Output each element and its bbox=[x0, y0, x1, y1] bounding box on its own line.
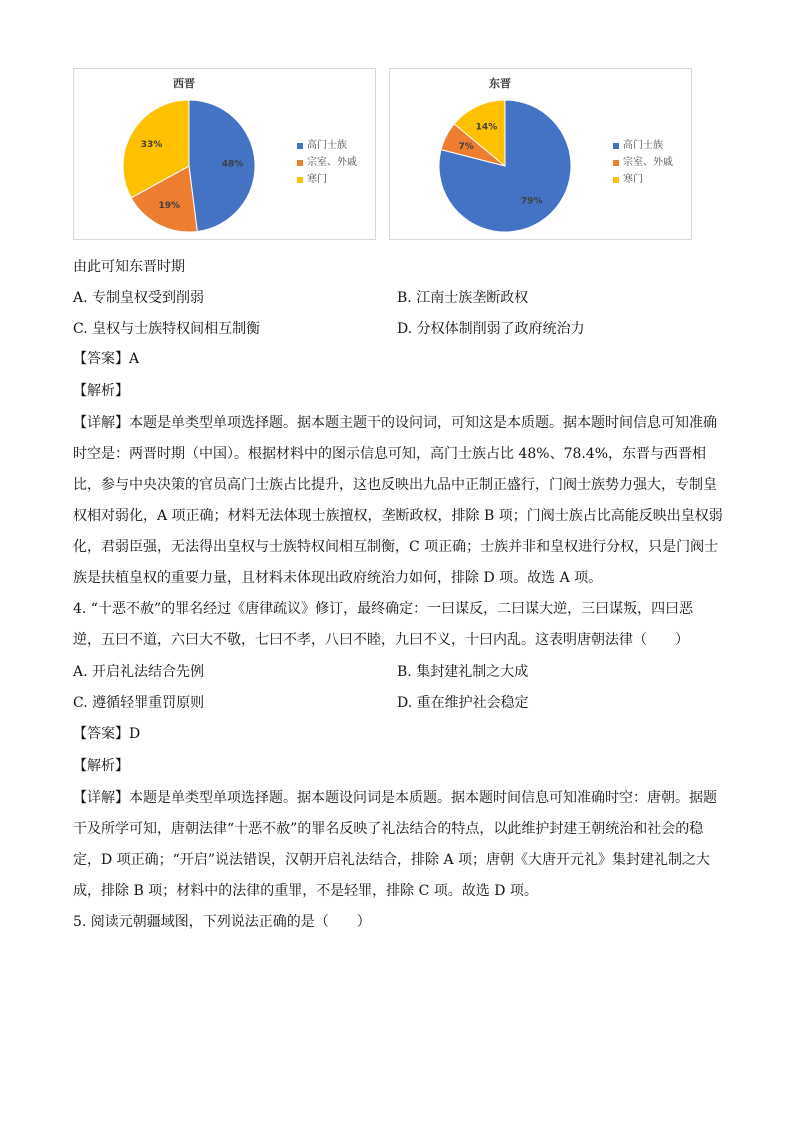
detail-tag: 【详解】 bbox=[73, 415, 129, 431]
data-label: 14% bbox=[475, 122, 498, 133]
option-b: B. 集封建礼制之大成 bbox=[397, 664, 529, 680]
legend-item bbox=[297, 171, 357, 188]
question-stem: 逆，五曰不道，六曰大不敬，七曰不孝，八曰不睦，九曰不义，十曰内乱。这表明唐朝法律（ ） bbox=[73, 632, 689, 648]
answer-value: D bbox=[129, 726, 141, 742]
data-label: 33% bbox=[140, 139, 163, 150]
question-stem: 由此可知东晋时期 bbox=[73, 259, 185, 275]
pie-chart-western-jin bbox=[73, 68, 376, 240]
detail-line: 族是扶植皇权的重要力量，且材料未体现出政府统治力如何，排除 D 项。故选 A 项。 bbox=[73, 570, 603, 586]
legend-label: 宗室、外戚 bbox=[307, 157, 357, 168]
legend-swatch bbox=[297, 160, 303, 166]
pie-chart-eastern-jin bbox=[389, 68, 692, 240]
legend-item bbox=[613, 137, 673, 154]
detail-tag: 【详解】 bbox=[73, 790, 129, 806]
detail-line: 干及所学可知，唐朝法律“十恶不赦”的罪名反映了礼法结合的特点，以此维护封建王朝统治和社会的稳 bbox=[73, 821, 704, 837]
detail-line: 时空是：两晋时期（中国）。根据材料中的图示信息可知，高门士族占比 48%、78.4%，东晋与西晋相 bbox=[73, 446, 707, 462]
option-c: C. 遵循轻罪重罚原则 bbox=[73, 695, 205, 711]
chart-title: 东晋 bbox=[489, 77, 511, 90]
answer-line bbox=[73, 348, 139, 368]
legend-label: 寒门 bbox=[307, 174, 327, 185]
data-label: 48% bbox=[221, 159, 244, 170]
legend-label: 高门士族 bbox=[623, 140, 663, 151]
answer-tag: 【答案】 bbox=[73, 351, 129, 367]
answer-tag: 【答案】 bbox=[73, 726, 129, 742]
option-d: D. 分权体制削弱了政府统治力 bbox=[397, 321, 585, 337]
legend-item bbox=[297, 154, 357, 171]
legend-swatch bbox=[613, 177, 619, 183]
legend-label: 宗室、外戚 bbox=[623, 157, 673, 168]
detail-line: 比，参与中央决策的官员高门士族占比提升，这也反映出九品中正制正盛行，门阀士族势力强大，专制皇 bbox=[73, 477, 717, 493]
option-a: A. 专制皇权受到削弱 bbox=[73, 290, 205, 306]
legend-item bbox=[297, 137, 357, 154]
detail-line: 化，君弱臣强，无法得出皇权与士族特权间相互制衡，C 项正确；士族并非和皇权进行分权，只是门阀士 bbox=[73, 539, 719, 555]
data-label: 7% bbox=[458, 142, 474, 153]
chart-title: 西晋 bbox=[173, 77, 195, 90]
detail-line: 定，D 项正确；“开启”说法错误，汉朝开启礼法结合，排除 A 项；唐朝《大唐开元礼》集封建礼制之大 bbox=[73, 852, 710, 868]
question-stem: 5. 阅读元朝疆域图，下列说法正确的是（ ） bbox=[73, 914, 371, 930]
option-c: C. 皇权与士族特权间相互制衡 bbox=[73, 321, 261, 337]
legend-label: 高门士族 bbox=[307, 140, 347, 151]
detail-text: 本题是单类型单项选择题。据本题主题干的设问词，可知这是本质题。据本题时间信息可知准确 bbox=[129, 415, 717, 431]
option-d: D. 重在维护社会稳定 bbox=[397, 695, 529, 711]
chart-legend bbox=[613, 137, 673, 188]
answer-line bbox=[73, 723, 140, 743]
legend-swatch bbox=[297, 143, 303, 149]
detail-text: 本题是单类型单项选择题。据本题设问词是本质题。据本题时间信息可知准确时空：唐朝。据题 bbox=[129, 790, 717, 806]
legend-swatch bbox=[297, 177, 303, 183]
detail-line bbox=[73, 787, 717, 807]
pie-plot bbox=[74, 69, 294, 239]
analysis-tag: 【解析】 bbox=[73, 383, 129, 399]
detail-line: 成，排除 B 项；材料中的法律的重罪，不是轻罪，排除 C 项。故选 D 项。 bbox=[73, 883, 538, 899]
legend-swatch bbox=[613, 160, 619, 166]
legend-swatch bbox=[613, 143, 619, 149]
option-b: B. 江南士族垄断政权 bbox=[397, 290, 529, 306]
option-a: A. 开启礼法结合先例 bbox=[73, 664, 205, 680]
legend-item bbox=[613, 171, 673, 188]
detail-line bbox=[73, 412, 717, 432]
question-stem: 4. “十恶不赦”的罪名经过《唐律疏议》修订，最终确定：一曰谋反，二曰谋大逆，三曰谋叛，四曰恶 bbox=[73, 601, 694, 617]
chart-legend bbox=[297, 137, 357, 188]
detail-line: 权相对弱化，A 项正确；材料无法体现士族擅权，垄断政权，排除 B 项；门阀士族占比高能反映出皇权弱 bbox=[73, 508, 723, 524]
answer-value: A bbox=[129, 351, 140, 367]
analysis-tag: 【解析】 bbox=[73, 758, 129, 774]
pie-plot bbox=[390, 69, 610, 239]
data-label: 79% bbox=[520, 196, 543, 207]
legend-item bbox=[613, 154, 673, 171]
data-label: 19% bbox=[158, 200, 180, 211]
legend-label: 寒门 bbox=[623, 174, 643, 185]
